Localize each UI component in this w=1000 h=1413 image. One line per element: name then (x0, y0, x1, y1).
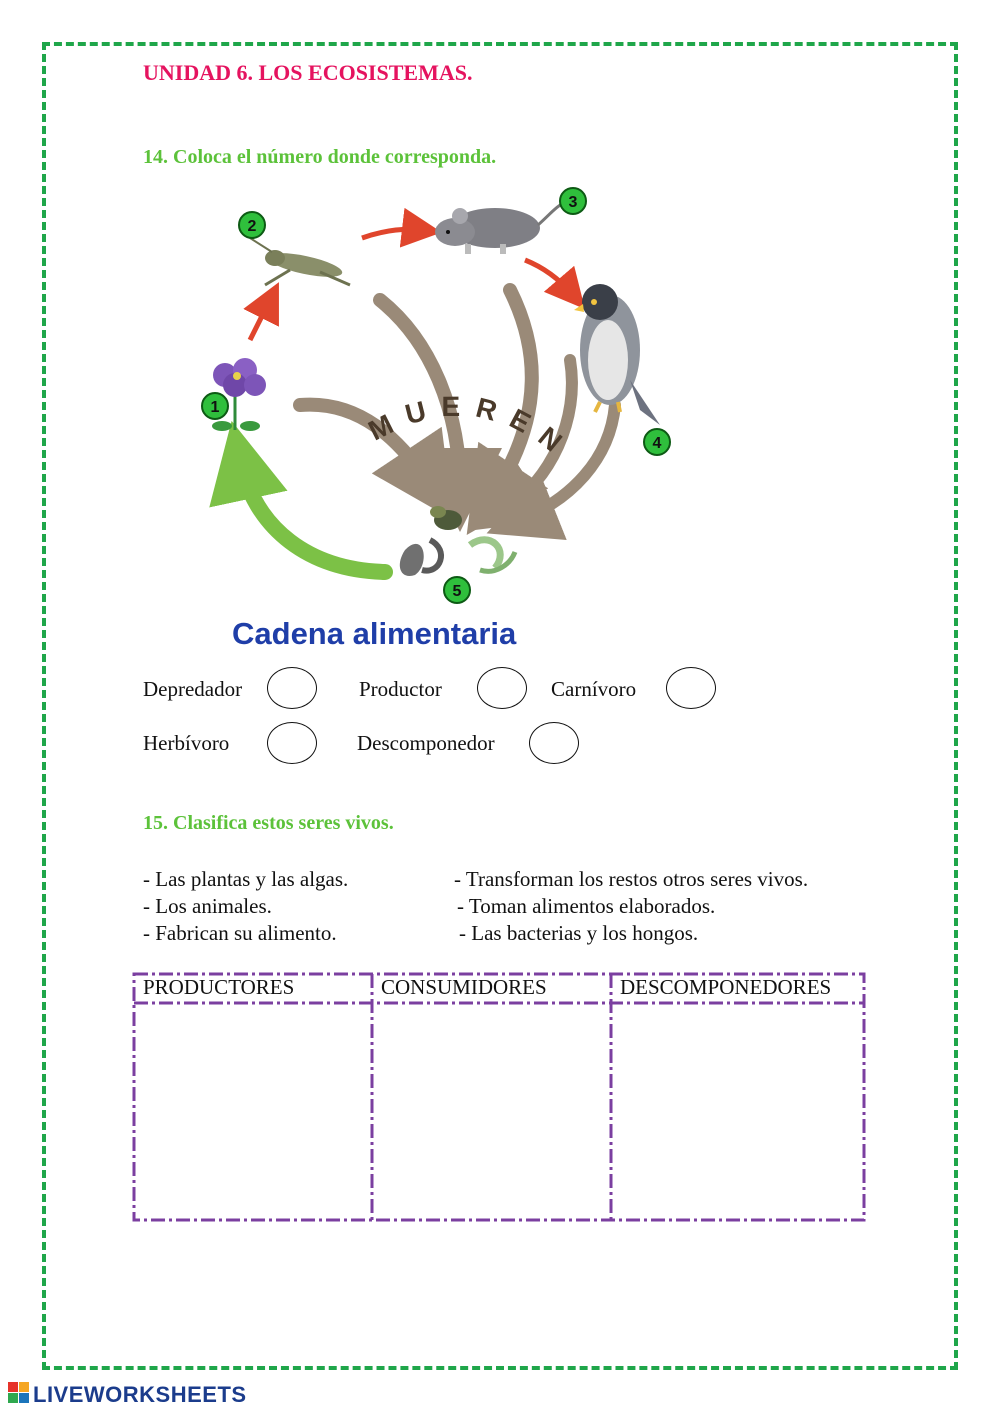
option-label-descomponedor: Descomponedor (357, 731, 495, 755)
drop-zone-consumidores[interactable] (374, 1004, 609, 1220)
list-item[interactable]: - Las plantas y las algas. (143, 867, 349, 891)
answer-circle-descomponedor[interactable] (529, 722, 579, 764)
list-item[interactable]: - Transforman los restos otros seres vivos. (454, 867, 809, 891)
header-productores: PRODUCTORES (143, 975, 295, 999)
drop-zone-descomponedores[interactable] (613, 1004, 862, 1220)
brand-text: LIVEWORKSHEETS (33, 1382, 247, 1407)
list-item[interactable]: - Fabrican su alimento. (143, 921, 337, 945)
classification-table (132, 972, 866, 1222)
mouse-icon (435, 202, 575, 254)
answer-circle-herbivoro[interactable] (267, 722, 317, 764)
marker-1 (202, 393, 228, 419)
marker-4 (644, 429, 670, 455)
list-item[interactable]: - Toman alimentos elaborados. (457, 894, 716, 918)
food-chain-illustration (190, 180, 710, 660)
marker-5 (444, 577, 470, 603)
answer-circle-productor[interactable] (477, 667, 527, 709)
answer-circle-carnivoro[interactable] (666, 667, 716, 709)
svg-text:5: 5 (452, 583, 462, 600)
option-label-carnivoro: Carnívoro (551, 677, 637, 701)
marker-2 (239, 212, 265, 238)
falcon-icon (574, 284, 660, 425)
logo-squares-icon (8, 1382, 30, 1410)
exercise-14-heading: 14. Coloca el número donde corresponda. (143, 146, 497, 168)
grasshopper-icon (250, 238, 350, 285)
marker-3 (560, 188, 586, 214)
list-item[interactable]: - Los animales. (143, 894, 272, 918)
exercise-15-heading: 15. Clasifica estos seres vivos. (143, 812, 394, 834)
return-arrow (240, 460, 385, 572)
svg-text:3: 3 (568, 194, 578, 211)
items-right-list (454, 866, 808, 947)
option-label-herbivoro: Herbívoro (143, 731, 230, 755)
diagram-caption: Cadena alimentaria (232, 616, 517, 651)
food-chain-diagram (190, 180, 710, 660)
page-title: UNIDAD 6. LOS ECOSISTEMAS. (143, 60, 473, 85)
drop-zone-productores[interactable] (136, 1004, 370, 1220)
items-left-list (143, 866, 348, 947)
answer-circle-depredador[interactable] (267, 667, 317, 709)
svg-text:1: 1 (210, 399, 220, 416)
svg-text:2: 2 (247, 218, 257, 235)
option-label-productor: Productor (359, 677, 442, 701)
decomposer-icon (400, 506, 515, 576)
header-consumidores: CONSUMIDORES (381, 975, 547, 999)
list-item[interactable]: - Las bacterias y los hongos. (459, 921, 699, 945)
header-descomponedores: DESCOMPONEDORES (620, 975, 832, 999)
mueren-label: MUEREN (363, 390, 579, 467)
liveworksheets-logo[interactable] (8, 1382, 247, 1410)
svg-text:4: 4 (652, 435, 662, 452)
option-label-depredador: Depredador (143, 677, 243, 701)
